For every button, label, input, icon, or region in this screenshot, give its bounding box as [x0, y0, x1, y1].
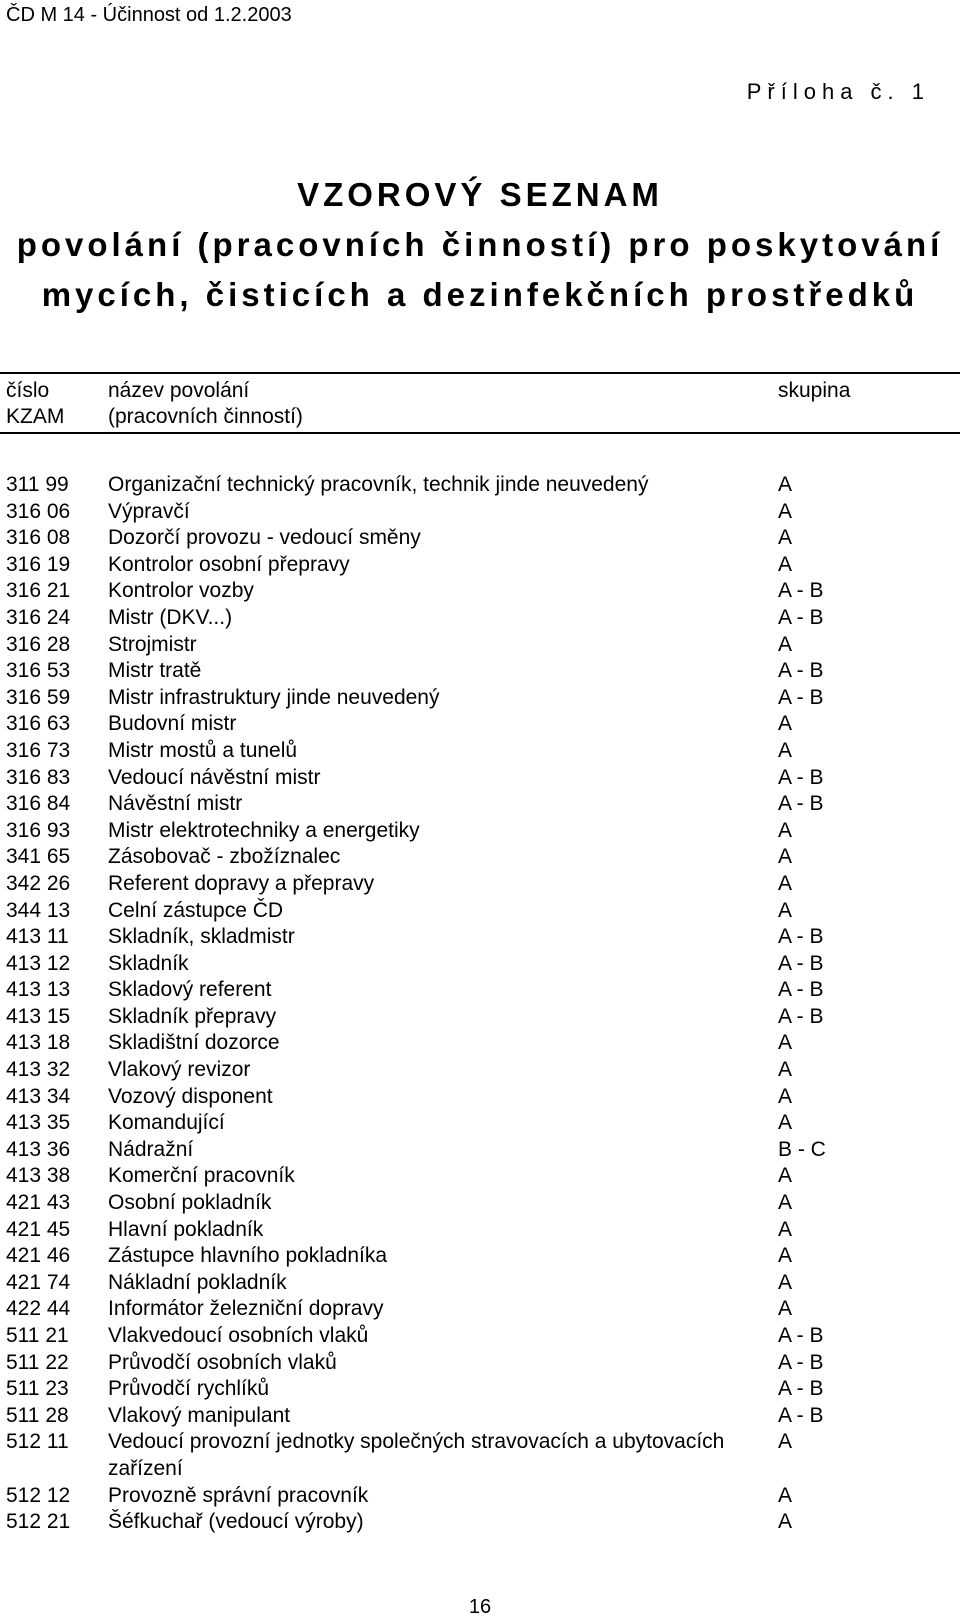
row-name: Komandující: [108, 1111, 225, 1135]
table-row: [0, 711, 960, 738]
row-code: 316 19: [6, 552, 71, 576]
row-name: Zástupce hlavního pokladníka: [108, 1244, 388, 1268]
table-row: [0, 1323, 960, 1350]
table-row: [0, 1004, 960, 1031]
row-code: 316 84: [6, 792, 71, 816]
row-code: 316 08: [6, 526, 71, 550]
table-row: [0, 605, 960, 632]
row-code: 421 45: [6, 1217, 71, 1241]
row-code: 511 21: [6, 1324, 69, 1347]
table-row: [0, 632, 960, 659]
table-row: [0, 472, 960, 499]
header-bottom-rule: [0, 432, 960, 434]
row-name: Nádražní: [108, 1137, 194, 1161]
row-group: A: [778, 1111, 793, 1135]
row-group: A - B: [778, 1324, 824, 1347]
row-code: 413 38: [6, 1164, 71, 1188]
table-row: [0, 1429, 960, 1482]
column-header-group: skupina: [778, 379, 851, 402]
table-row: [0, 871, 960, 898]
row-group: A: [778, 1430, 793, 1454]
table-row: [0, 1243, 960, 1270]
row-group: A - B: [778, 792, 824, 816]
row-code: 512 11: [6, 1430, 69, 1454]
row-name: Vlakový manipulant: [108, 1403, 291, 1427]
row-code: 316 83: [6, 765, 71, 789]
header-top-rule: [0, 372, 960, 374]
row-code: 342 26: [6, 871, 71, 895]
row-code: 413 15: [6, 1004, 71, 1028]
row-group: A: [778, 738, 793, 762]
column-header-code-line2: KZAM: [6, 405, 65, 428]
table-row: [0, 818, 960, 845]
row-group: A: [778, 818, 793, 842]
row-code: 413 12: [6, 951, 71, 975]
row-group: A - B: [778, 1004, 824, 1028]
row-group: A - B: [778, 579, 824, 603]
row-code: 421 74: [6, 1270, 71, 1294]
row-name: Organizační technický pracovník, technik jinde neuvedený: [108, 473, 649, 496]
row-group: A: [778, 898, 793, 922]
row-name: Nákladní pokladník: [108, 1270, 287, 1294]
table-row: [0, 499, 960, 526]
document-header: ČD M 14 - Účinnost od 1.2.2003: [6, 4, 292, 26]
attachment-label: Příloha č. 1: [746, 79, 930, 104]
row-code: 421 46: [6, 1244, 71, 1268]
row-name: Informátor železniční dopravy: [108, 1297, 384, 1321]
table-row: [0, 1057, 960, 1084]
table-row: [0, 552, 960, 579]
table-row: [0, 1403, 960, 1430]
row-code: 413 18: [6, 1031, 71, 1055]
table-row: [0, 525, 960, 552]
table-row: [0, 951, 960, 978]
row-code: 316 53: [6, 659, 71, 683]
row-name: Budovní mistr: [108, 712, 237, 736]
row-code: 413 32: [6, 1058, 71, 1082]
row-name: Osobní pokladník: [108, 1191, 272, 1215]
row-group: A - B: [778, 978, 824, 1002]
row-group: A: [778, 871, 793, 895]
table-row: [0, 844, 960, 871]
row-code: 316 24: [6, 605, 71, 629]
row-name: Průvodčí osobních vlaků: [108, 1350, 337, 1374]
row-code: 413 13: [6, 978, 71, 1002]
row-group: A - B: [778, 1377, 824, 1401]
table-row: [0, 1084, 960, 1111]
table-row: [0, 578, 960, 605]
row-code: 316 21: [6, 579, 71, 603]
row-group: A - B: [778, 925, 824, 949]
row-name: Skladník přepravy: [108, 1004, 277, 1028]
row-code: 413 36: [6, 1137, 71, 1161]
row-group: A: [778, 1510, 793, 1534]
table-row: [0, 685, 960, 712]
table-row: [0, 791, 960, 818]
row-name: Mistr elektrotechniky a energetiky: [108, 818, 420, 842]
row-name: Mistr mostů a tunelů: [108, 738, 298, 762]
row-group: A - B: [778, 1350, 824, 1374]
row-group: A: [778, 1084, 793, 1108]
row-name: Celní zástupce ČD: [108, 898, 284, 922]
row-code: 316 28: [6, 632, 71, 656]
row-code: 512 12: [6, 1483, 71, 1507]
row-code: 511 28: [6, 1403, 69, 1427]
row-group: A: [778, 473, 793, 496]
row-name: Zásobovač - zbožíznalec: [108, 845, 341, 869]
row-group: A: [778, 1297, 793, 1321]
row-name: Mistr infrastruktury jinde neuvedený: [108, 685, 440, 709]
column-header-name: [108, 378, 303, 430]
row-code: 422 44: [6, 1297, 71, 1321]
column-header-code-line1: číslo: [6, 379, 50, 402]
row-name: Skladník: [108, 951, 189, 975]
table-row: [0, 898, 960, 925]
row-group: A: [778, 1483, 793, 1507]
occupation-table: [0, 472, 960, 1536]
row-group: A: [778, 526, 793, 550]
document-title: [0, 170, 960, 320]
row-name: Mistr (DKV...): [108, 605, 233, 629]
table-row: [0, 1350, 960, 1377]
row-code: 316 06: [6, 499, 71, 523]
row-code: 316 73: [6, 738, 71, 762]
table-row: [0, 1509, 960, 1536]
title-line-1: VZOROVÝ SEZNAM: [297, 176, 663, 213]
row-name: Šéfkuchař (vedoucí výroby): [108, 1510, 364, 1534]
row-code: 316 59: [6, 685, 71, 709]
title-line-2: povolání (pracovních činností) pro poskytování: [16, 226, 944, 263]
row-group: A: [778, 1244, 793, 1268]
row-name: Vedoucí návěstní mistr: [108, 765, 321, 789]
table-row: [0, 1030, 960, 1057]
table-row: [0, 1190, 960, 1217]
row-code: 421 43: [6, 1191, 71, 1215]
row-group: A: [778, 1217, 793, 1241]
row-group: A - B: [778, 685, 824, 709]
row-group: A: [778, 712, 793, 736]
column-header-name-line2: (pracovních činností): [108, 405, 303, 428]
row-code: 413 11: [6, 925, 69, 949]
table-row: [0, 1270, 960, 1297]
row-name: Vlakový revizor: [108, 1058, 251, 1082]
row-name: Mistr tratě: [108, 659, 202, 683]
row-name: Vedoucí provozní jednotky společných stravovacích a ubytovacích zařízení: [108, 1430, 725, 1480]
row-group: A - B: [778, 951, 824, 975]
row-name: Skladník, skladmistr: [108, 925, 295, 949]
row-code: 344 13: [6, 898, 71, 922]
table-row: [0, 924, 960, 951]
table-row: [0, 1163, 960, 1190]
row-group: A: [778, 499, 793, 523]
column-header-name-line1: název povolání: [108, 379, 250, 402]
row-group: A: [778, 845, 793, 869]
row-name: Vlakvedoucí osobních vlaků: [108, 1324, 369, 1347]
table-row: [0, 1376, 960, 1403]
row-name: Komerční pracovník: [108, 1164, 295, 1188]
row-code: 341 65: [6, 845, 71, 869]
row-group: B - C: [778, 1137, 826, 1161]
row-name: Kontrolor vozby: [108, 579, 254, 603]
row-code: 512 21: [6, 1510, 71, 1534]
row-group: A - B: [778, 659, 824, 683]
row-name: Skladištní dozorce: [108, 1031, 280, 1055]
table-row: [0, 1110, 960, 1137]
table-row: [0, 1137, 960, 1164]
row-name: Průvodčí rychlíků: [108, 1377, 270, 1401]
row-group: A: [778, 1164, 793, 1188]
table-row: [0, 1217, 960, 1244]
row-group: A: [778, 1270, 793, 1294]
row-group: A: [778, 632, 793, 656]
table-row: [0, 977, 960, 1004]
page-number: 16: [468, 1596, 492, 1618]
row-name: Vozový disponent: [108, 1084, 273, 1108]
row-name: Výpravčí: [108, 499, 190, 523]
row-name: Dozorčí provozu - vedoucí směny: [108, 526, 421, 550]
row-code: 413 34: [6, 1084, 71, 1108]
table-row: [0, 658, 960, 685]
row-group: A: [778, 1031, 793, 1055]
row-code: 316 63: [6, 712, 71, 736]
row-name: Skladový referent: [108, 978, 272, 1002]
table-row: [0, 1296, 960, 1323]
row-code: 511 23: [6, 1377, 69, 1401]
column-header-code: [6, 378, 64, 430]
table-row: [0, 1483, 960, 1510]
row-group: A - B: [778, 1403, 824, 1427]
row-code: 311 99: [6, 473, 69, 496]
row-group: A - B: [778, 765, 824, 789]
row-name: Referent dopravy a přepravy: [108, 871, 375, 895]
row-code: 511 22: [6, 1350, 69, 1374]
table-row: [0, 765, 960, 792]
row-code: 413 35: [6, 1111, 71, 1135]
row-group: A: [778, 552, 793, 576]
row-name: Hlavní pokladník: [108, 1217, 264, 1241]
row-name: Návěstní mistr: [108, 792, 243, 816]
title-line-3: mycích, čisticích a dezinfekčních prostředků: [41, 276, 919, 313]
row-name: Strojmistr: [108, 632, 197, 656]
row-group: A: [778, 1191, 793, 1215]
row-code: 316 93: [6, 818, 71, 842]
table-row: [0, 738, 960, 765]
row-name: Kontrolor osobní přepravy: [108, 552, 350, 576]
row-name: Provozně správní pracovník: [108, 1483, 369, 1507]
row-group: A: [778, 1058, 793, 1082]
row-group: A - B: [778, 605, 824, 629]
